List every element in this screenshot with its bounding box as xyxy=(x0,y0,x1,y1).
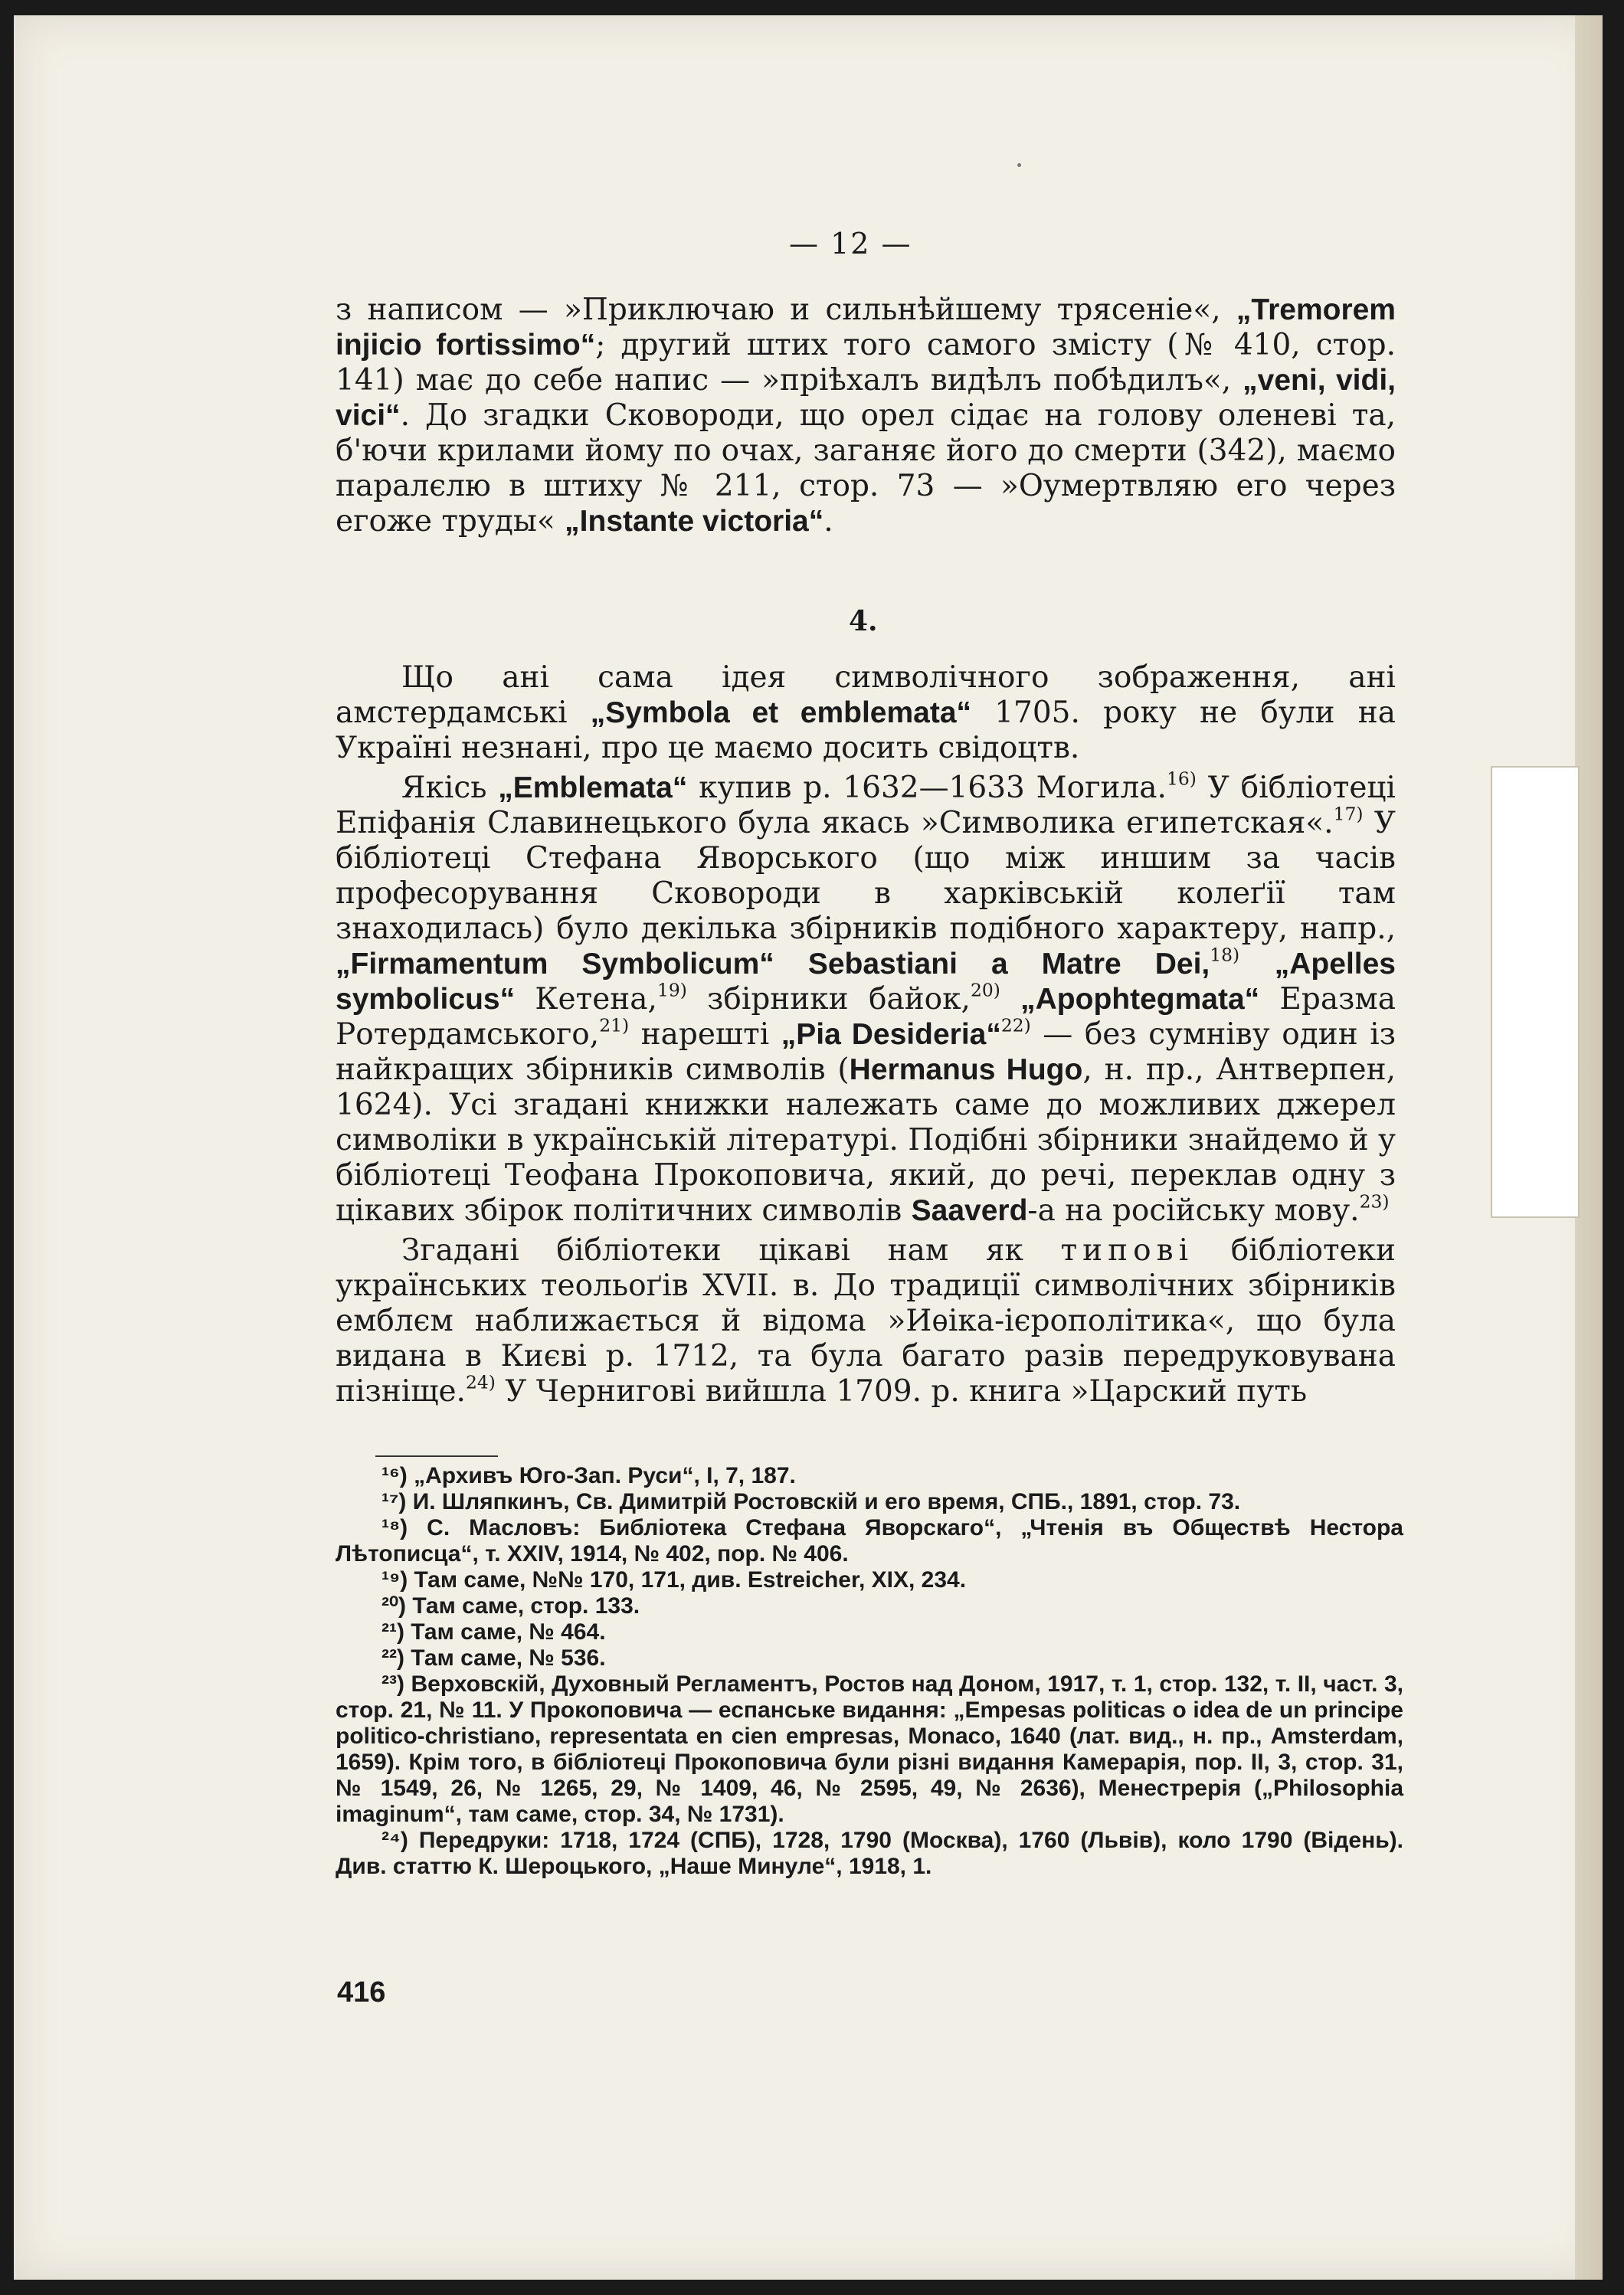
footnote-ref: 16) xyxy=(1166,768,1197,790)
text-run: Згадані бібліотеки цікаві нам як xyxy=(401,1233,1061,1268)
footnote: ²³) Верховскій, Духовный Регламентъ, Ростов над Доном, 1917, т. 1, стор. 132, т. II, част. 3, стор. 21, № 11. У Прокоповича — еспанське видання: „Empesas politicas o idea de un principe politico-christiano, representata en cien empresas, Monaco, 1640 (лат. вид., н. пр., Amsterdam, 1659). Крім того, в бібліотеці Прокоповича були різні видання Камерарія, пор. II, 3, стор. 31, № 1549, 26, № 1265, 29, № 1409, 46, № 2595, 49, № 2636), Менестрерія („Philosophia imaginum“, там саме, стор. 34, № 1731). xyxy=(336,1671,1403,1827)
latin-title: „Tremorem injicio fortissimo“ xyxy=(336,293,1396,362)
footnote: ¹⁸) С. Масловъ: Библіотека Стефана Яворскаго“, „Чтенія въ Обществѣ Нестора Лѣтописца“, т. XXIV, 1914, № 402, пор. № 406. xyxy=(336,1515,1403,1567)
intro-paragraph-text xyxy=(336,293,1396,539)
text-run: нарешті xyxy=(629,1017,781,1052)
text-run: У бібліотеці Стефана Яворського (що між иншим за часів професорування Сковороди в харківській колеґії там знаходилась) було декілька збірників подібного характеру, напр., xyxy=(336,806,1396,946)
text-run: Що ані сама ідея символічного зображення, ані амстердамські xyxy=(336,660,1396,730)
text-run: Якісь xyxy=(401,771,499,805)
latin-title: „veni, vidi, vici“ xyxy=(336,364,1396,432)
text-run: Еразма Ротердамського, xyxy=(336,982,1396,1052)
latin-title: „Apelles symbolicus“ xyxy=(336,948,1396,1016)
footnote-separator xyxy=(375,1455,498,1457)
latin-title: „Apophtegmata“ xyxy=(1020,983,1260,1016)
paragraph xyxy=(336,768,1396,1229)
footnote-ref: 21) xyxy=(599,1014,630,1036)
spaced-emphasis: типові xyxy=(1060,1233,1194,1268)
text-run: 1705. року не були на Україні незнані, про це маємо досить свідоцтв. xyxy=(336,696,1396,765)
footnote-ref: 22) xyxy=(1000,1014,1031,1036)
footnote: ²⁰) Там саме, стор. 133. xyxy=(381,1593,640,1619)
latin-title: Saaverd xyxy=(911,1194,1028,1227)
paragraph xyxy=(336,660,1396,766)
text-run: бібліотеки українських теольоґів XVII. в. До традиції символічних збірників емблєм наближається й відома »Иѳіка-ієрополітика«, що була видана в Києві р. 1712, та була багато разів передруковувана пізніще. xyxy=(336,1233,1396,1409)
text-run: , н. пр., Антверпен, 1624). Усі згадані книжки належать саме до можливих джерел символіки в українській літературі. Подібні збірники знайдемо й у бібліотеці Теофана Прокоповича, який, до речі, переклав одну з цікавих збірок політичних символів xyxy=(336,1053,1396,1228)
latin-title: „Symbola et emblemata“ xyxy=(590,696,972,729)
latin-title: „Firmamentum Symbolicum“ Sebastiani a Matre Dei, xyxy=(336,948,1210,981)
latin-title: „Instante victoria“ xyxy=(565,505,824,538)
footnote-ref: 17) xyxy=(1333,803,1364,825)
text-run: У бібліотеці Епіфанія Славинецького була якась »Символика египетская«. xyxy=(336,771,1396,840)
text-run: . xyxy=(823,504,833,539)
text-run: У Чернигові вийшла 1709. р. книга »Царский путь xyxy=(495,1374,1308,1409)
latin-title: „Emblemata“ xyxy=(498,771,688,804)
footnote-ref: 19) xyxy=(656,979,687,1001)
text-run: Кетена, xyxy=(515,982,657,1017)
footnote: ¹⁶) „Архивъ Юго-Зап. Руси“, I, 7, 187. xyxy=(381,1463,796,1488)
intro-paragraph xyxy=(336,293,1396,539)
text-run: з написом — »Приключаю и сильнѣйшему трясеніе«, xyxy=(336,293,1236,327)
footnote: ²⁴) Передруки: 1718, 1724 (СПБ), 1728, 1790 (Москва), 1760 (Львів), коло 1790 (Відень). Див. статтю К. Шероцького, „Наше Минуле“, 1918, 1. xyxy=(336,1828,1403,1879)
footnote-ref: 18) xyxy=(1210,944,1240,966)
footnote-ref: 24) xyxy=(465,1371,496,1393)
text-run: ; другий штих того самого змісту (№ 410, стор. 141) має до себе напис — »пріѣхалъ видѣлъ побѣдилъ«, xyxy=(336,328,1396,398)
section-number: 4. xyxy=(849,605,878,637)
footnote-ref: 20) xyxy=(970,979,1000,1001)
speck xyxy=(1017,163,1021,167)
text-run: -а на російську мову. xyxy=(1027,1193,1360,1228)
text-run: збірники байок, xyxy=(686,982,971,1017)
footnote: ¹⁹) Там саме, №№ 170, 171, див. Estreicher, XIX, 234. xyxy=(381,1567,967,1593)
latin-title: Hermanus Hugo xyxy=(849,1053,1083,1086)
text-run: . До згадки Сковороди, що орел сідає на голову оленеві та, б'ючи крилами йому по очах, заганяє його до смерти (342), маємо паралєлю в штиху № 211, стор. 73 — »Оумертвляю его через егоже труды« xyxy=(336,398,1396,539)
page-number: 416 xyxy=(337,1976,386,2009)
latin-title: „Pia Desideria“ xyxy=(781,1018,1001,1051)
text-run xyxy=(1000,982,1020,1017)
footnote: ²²) Там саме, № 536. xyxy=(381,1645,606,1671)
footnote: ¹⁷) И. Шляпкинъ, Св. Димитрій Ростовскій и его время, СПБ., 1891, стор. 73. xyxy=(381,1489,1241,1514)
footnotes xyxy=(336,1463,1403,1880)
text-run: — без сумніву один із найкращих збірників символів ( xyxy=(336,1017,1396,1087)
main-body xyxy=(336,660,1396,1409)
text-run: купив р. 1632—1633 Могила. xyxy=(687,771,1167,805)
text-run xyxy=(1239,947,1275,981)
page-tab-marker xyxy=(1491,766,1580,1218)
footnote: ²¹) Там саме, № 464. xyxy=(381,1619,606,1645)
running-page-marker: — 12 — xyxy=(789,227,912,260)
footnote-ref: 23) xyxy=(1359,1190,1390,1213)
paragraph xyxy=(336,1233,1396,1409)
